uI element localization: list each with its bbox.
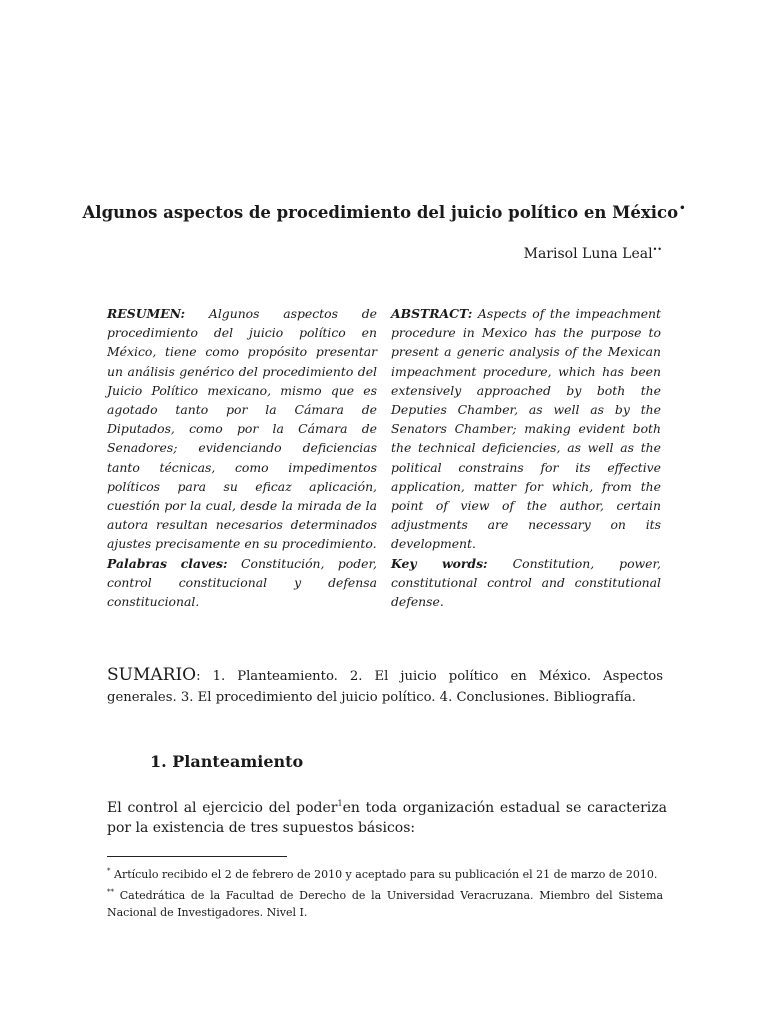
footnote-2 — [107, 884, 663, 921]
key-words-label: Key words: — [391, 555, 488, 571]
body-paragraph — [107, 794, 667, 838]
footnote-1-mark: * — [107, 867, 111, 875]
author-name — [524, 245, 662, 262]
resumen-column — [107, 304, 377, 611]
abstract-label: ABSTRACT: — [391, 306, 473, 321]
footnote-ref: 1 — [337, 799, 343, 808]
paragraph-text-end: en toda organización estadual se caracteriza por la existencia de tres supuestos básicos: — [107, 800, 667, 836]
footnote-1-text: Artículo recibido el 2 de febrero de 2010 y aceptado para su publicación el 21 de marzo de 2010. — [110, 868, 658, 881]
sumario-block — [107, 665, 663, 708]
footnote-1 — [107, 863, 663, 883]
resumen-text: Algunos aspectos de procedimiento del juicio político en México, tiene como propósito presentar un análisis genérico del procedimiento del Juicio Político mexicano, mismo que es agotado tanto por la Cámara de Diputados, como por la Cámara de Senadores; evidenciando deficiencias tanto técnicas, como impedimentos políticos para su eficaz aplicación, cuestión por la cual, desde la mirada de la autora resultan necesarios determinados ajustes precisamente en su procedimiento. — [107, 306, 377, 552]
key-words-text: Constitution, power, constitutional control and constitutional defense. — [391, 555, 661, 610]
footnote-divider — [107, 856, 287, 857]
palabras-claves-label: Palabras claves: — [107, 555, 228, 571]
author-name-text: Marisol Luna Leal — [523, 246, 653, 262]
sumario-text: : 1. Planteamiento. 2. El juicio político en México. Aspectos generales. 3. El procedimiento del juicio político. 4. Conclusiones. Bibliografía. — [107, 669, 663, 705]
footnote-2-text: Catedrática de la Facultad de Derecho de la Universidad Veracruzana. Miembro del Sistema Nacional de Investigadores. Nivel I. — [107, 889, 663, 919]
paragraph-text-start: El control al ejercicio del poder — [107, 800, 338, 816]
abstract-text: Aspects of the impeachment procedure in Mexico has the purpose to present a generic analysis of the Mexican impeachment procedure, which has been extensively approached by both the Deputies Chamber, as well as by the Senators Chamber; making evident both the technical deficiencies, as well as the political constrains for its effective application, matter for which, from the point of view of the author, certain adjustments are necessary on its development. — [391, 306, 661, 552]
sumario-label: SUMARIO — [107, 665, 197, 685]
title-footnote-mark: • — [679, 203, 686, 214]
abstract-column — [391, 304, 661, 611]
footnote-2-mark: ** — [107, 888, 114, 896]
paper-title-text: Algunos aspectos de procedimiento del juicio político en México — [82, 203, 679, 222]
palabras-claves-text: Constitución, poder, control constitucional y defensa constitucional. — [107, 555, 377, 610]
section-heading: 1. Planteamiento — [150, 752, 304, 771]
author-footnote-mark: •• — [652, 245, 662, 254]
paper-title — [0, 203, 768, 222]
resumen-label: RESUMEN: — [107, 306, 186, 321]
footnotes — [107, 863, 663, 922]
